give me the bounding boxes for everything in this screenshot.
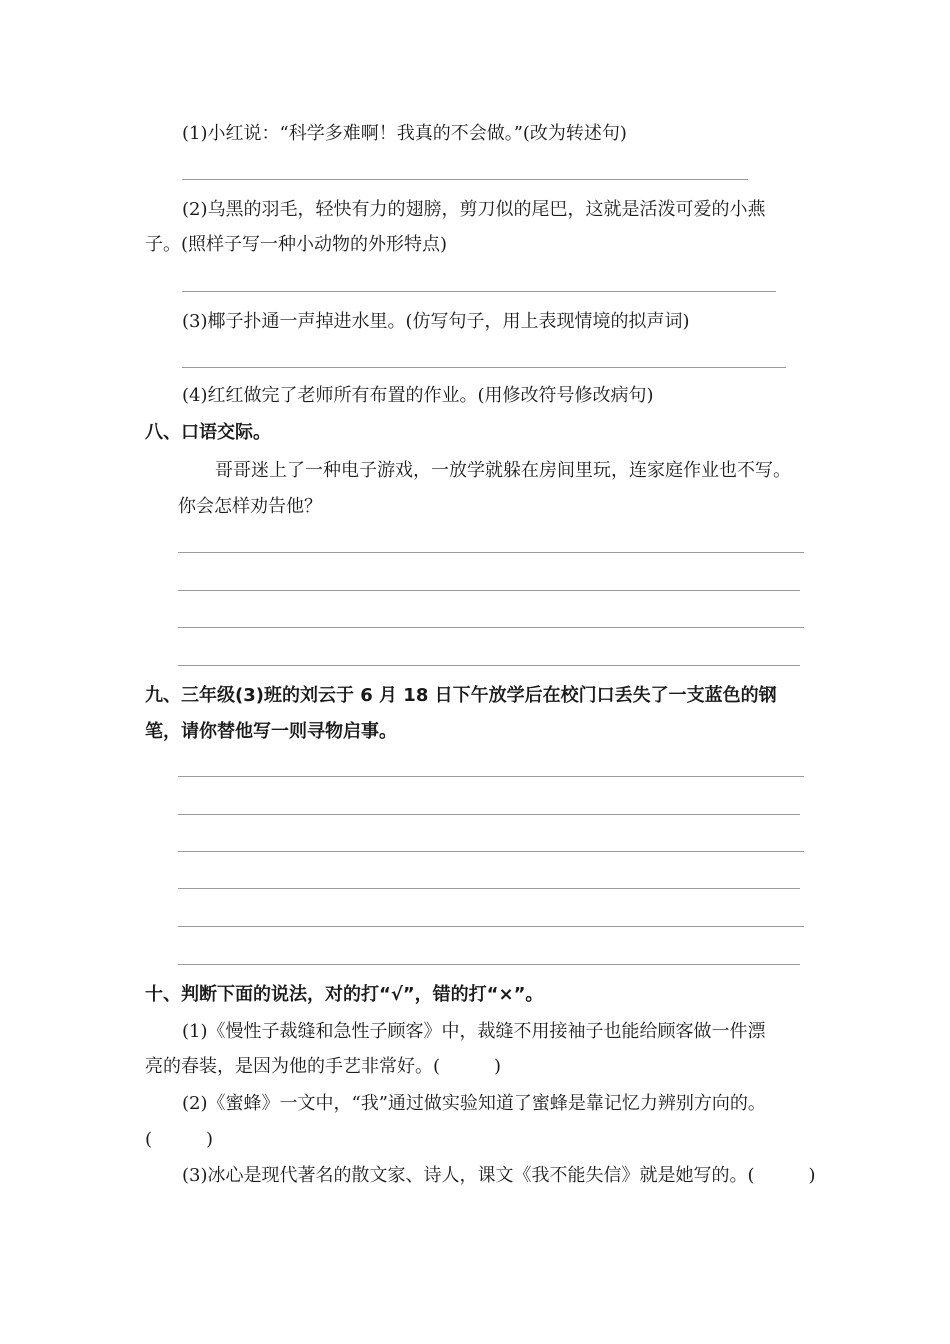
section-8-prompt-line2: 你会怎样劝告他？ bbox=[178, 496, 322, 517]
question-10-2-line2: ( ) bbox=[145, 1129, 214, 1150]
answer-line bbox=[178, 590, 800, 591]
answer-line bbox=[178, 552, 804, 553]
section-10-heading: 十、判断下面的说法，对的打“√”，错的打“×”。 bbox=[145, 984, 544, 1005]
section-9-heading-line2: 笔，请你替他写一则寻物启事。 bbox=[145, 721, 397, 742]
answer-line bbox=[182, 291, 776, 292]
question-7-4: (4)红红做完了老师所有布置的作业。(用修改符号修改病句) bbox=[182, 385, 654, 406]
answer-line bbox=[178, 964, 800, 965]
question-10-2-line1: (2)《蜜蜂》一文中，“我”通过做实验知道了蜜蜂是靠记忆力辨别方向的。 bbox=[182, 1093, 766, 1114]
section-9-heading-line1: 九、三年级(3)班的刘云于 6 月 18 日下午放学后在校门口丢失了一支蓝色的钢 bbox=[145, 685, 777, 706]
question-7-3: (3)椰子扑通一声掉进水里。(仿写句子，用上表现情境的拟声词) bbox=[182, 311, 690, 332]
answer-line bbox=[182, 367, 786, 368]
answer-line bbox=[178, 814, 800, 815]
answer-line bbox=[178, 776, 804, 777]
answer-line bbox=[178, 627, 804, 628]
question-10-1-line1: (1)《慢性子裁缝和急性子顾客》中，裁缝不用接袖子也能给顾客做一件漂 bbox=[182, 1021, 766, 1042]
question-7-2-line2: 子。(照样子写一种小动物的外形特点) bbox=[145, 234, 448, 255]
question-10-1-line2: 亮的春装，是因为他的手艺非常好。( ) bbox=[145, 1056, 502, 1077]
section-8-prompt-line1: 哥哥迷上了一种电子游戏，一放学就躲在房间里玩，连家庭作业也不写。 bbox=[215, 460, 791, 481]
answer-line bbox=[178, 926, 804, 927]
answer-line bbox=[178, 888, 800, 889]
answer-line bbox=[182, 179, 748, 180]
question-7-1: (1)小红说：“科学多难啊！我真的不会做。”(改为转述句) bbox=[182, 123, 627, 144]
question-7-2-line1: (2)乌黑的羽毛，轻快有力的翅膀，剪刀似的尾巴，这就是活泼可爱的小燕 bbox=[182, 199, 766, 220]
answer-line bbox=[178, 665, 800, 666]
section-8-heading: 八、口语交际。 bbox=[145, 422, 271, 443]
answer-line bbox=[178, 851, 804, 852]
question-10-3: (3)冰心是现代著名的散文家、诗人，课文《我不能失信》就是她写的。( ) bbox=[182, 1165, 816, 1186]
